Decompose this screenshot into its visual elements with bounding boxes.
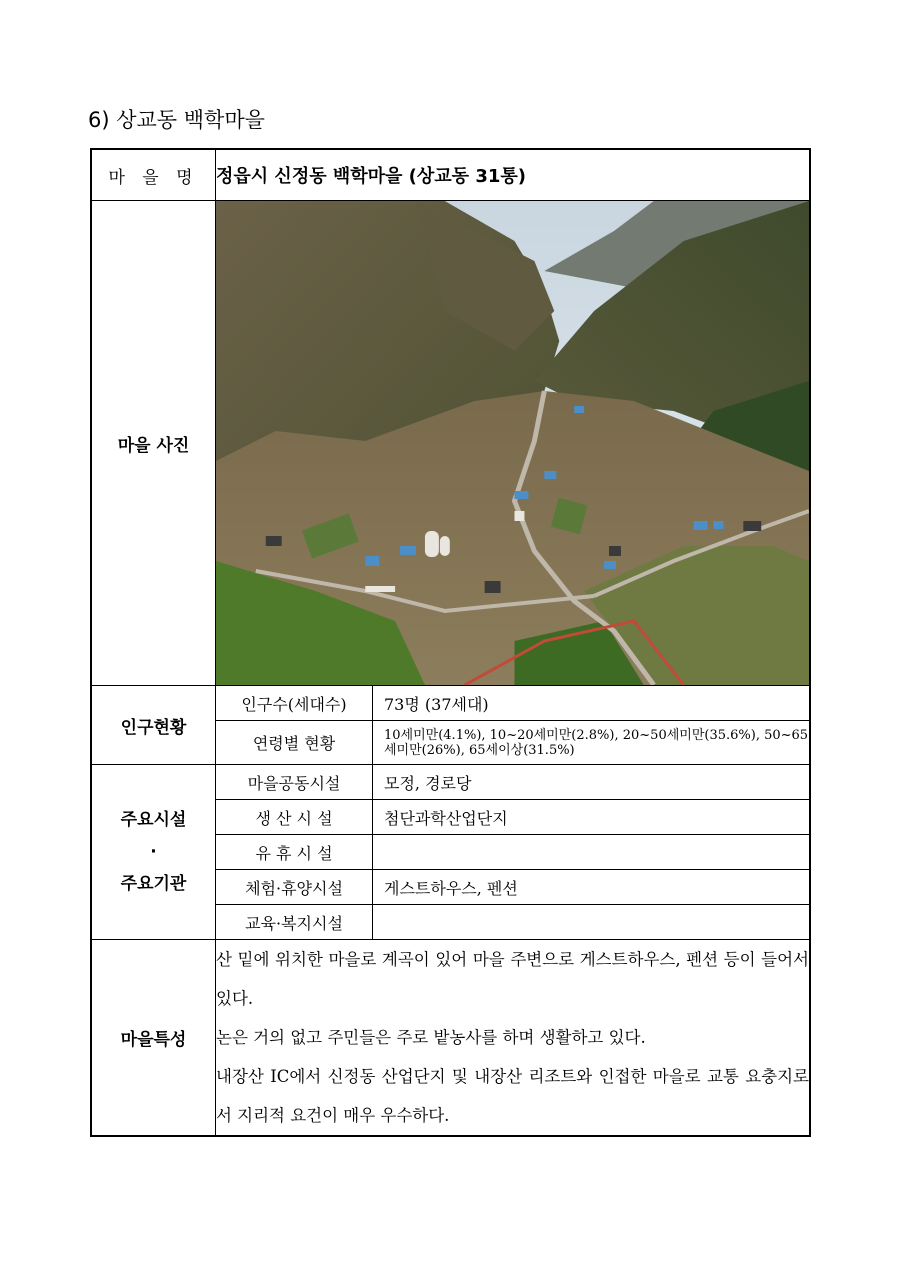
feature-line: 산 밑에 위치한 마을로 계곡이 있어 마을 주변으로 게스트하우스, 펜션 등이 들어서 있다.: [216, 950, 809, 1008]
facilities-label-line1: 주요시설: [120, 810, 187, 830]
facilities-label-line2: 주요기관: [120, 874, 187, 894]
feature-line: 내장산 IC에서 신정동 산업단지 및 내장산 리조트와 인접한 마을로 교통 요충지로서 지리적 요건이 매우 우수하다.: [216, 1067, 809, 1125]
village-name-value: 정읍시 신정동 백학마을 (상교동 31통): [216, 149, 811, 201]
facilities-table: [216, 765, 809, 939]
feature-line: 논은 거의 없고 주민들은 주로 밭농사를 하며 생활하고 있다.: [216, 1028, 646, 1047]
photo-label: 마을 사진: [91, 201, 216, 686]
population-label: 인구현황: [91, 686, 216, 765]
facility-row-value: [373, 835, 810, 870]
section-heading: 6) 상교동 백학마을: [88, 108, 265, 132]
facility-row-value: [373, 905, 810, 940]
features-description: [216, 940, 811, 1137]
facilities-label: [91, 765, 216, 940]
facilities-label-dot: ·: [150, 842, 157, 862]
age-distribution-value: 10세미만(4.1%), 10~20세미만(2.8%), 20~50세미만(35.6%), 50~65세미만(26%), 65세이상(31.5%): [384, 727, 809, 758]
population-count-label: 인구수(세대수): [216, 686, 373, 721]
facility-row-label: 생 산 시 설: [216, 800, 373, 835]
population-table: [216, 686, 809, 764]
facilities-cell: [216, 765, 811, 940]
population-count-value: 73명 (37세대): [373, 686, 810, 721]
facility-row-value: 첨단과학산업단지: [373, 800, 810, 835]
facility-row-value: 모정, 경로당: [373, 765, 810, 800]
facility-row-label: 교육·복지시설: [216, 905, 373, 940]
facility-row-label: 마을공동시설: [216, 765, 373, 800]
population-cell: [216, 686, 811, 765]
aerial-village-photo: [216, 201, 809, 685]
photo-cell: [216, 201, 811, 686]
facility-row-label: 체험·휴양시설: [216, 870, 373, 905]
village-info-table: [90, 148, 811, 1137]
village-name-label: 마 을 명: [91, 149, 216, 201]
age-distribution-label: 연령별 현황: [216, 721, 373, 765]
facility-row-value: 게스트하우스, 펜션: [373, 870, 810, 905]
facility-row-label: 유 휴 시 설: [216, 835, 373, 870]
features-label: 마을특성: [91, 940, 216, 1137]
